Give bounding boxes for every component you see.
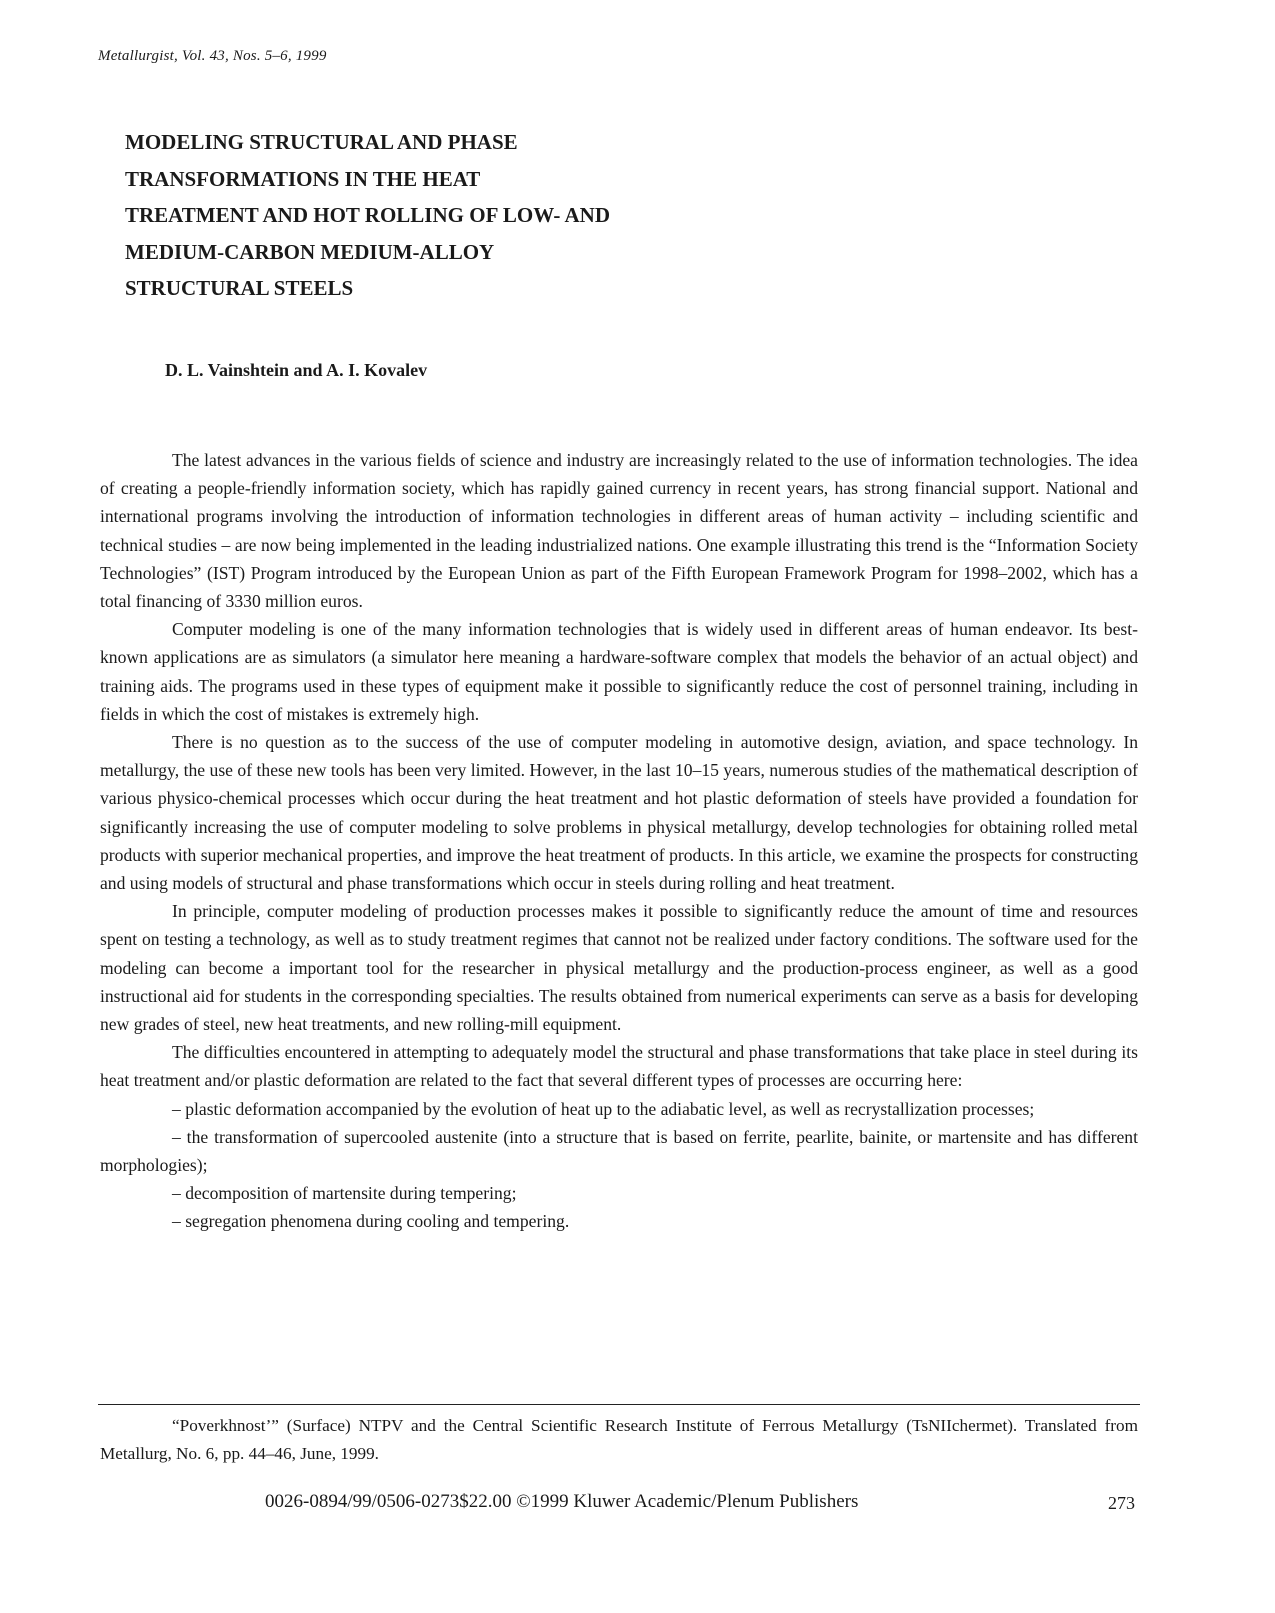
title-line: TREATMENT AND HOT ROLLING OF LOW- AND	[125, 203, 611, 227]
body-paragraph: The latest advances in the various fields of science and industry are increasingly related to the use of information technologies. The idea of creating a people-friendly information society, which has rapidly gained currency in recent years, has strong financial support. National and international programs involving the introduction of information technologies in different areas of human activity – including scientific and technical studies – are now being implemented in the leading industrialized nations. One example illustrating this trend is the “Information Society Technologies” (IST) Program introduced by the European Union as part of the Fifth European Framework Program for 1998–2002, which has a total financing of 3330 million euros.	[100, 450, 1138, 612]
page-number: 273	[1108, 1493, 1135, 1513]
footnote-text: “Poverkhnost’” (Surface) NTPV and the Central Scientific Research Institute of Ferrous Metallurgy (TsNIIchermet). Translated from Metallurg, No. 6, pp. 44–46, June, 1999.	[100, 1416, 1138, 1463]
list-item: – plastic deformation accompanied by the evolution of heat up to the adiabatic level, as well as recrystallization processes;	[172, 1098, 1035, 1119]
journal-header: Metallurgist, Vol. 43, Nos. 5–6, 1999	[98, 48, 327, 64]
title-line: TRANSFORMATIONS IN THE HEAT	[125, 166, 481, 191]
footnote	[100, 1412, 1138, 1468]
title-line: MEDIUM-CARBON MEDIUM-ALLOY	[125, 239, 495, 264]
article-body	[100, 446, 1138, 1236]
list-item: – segregation phenomena during cooling and tempering.	[172, 1211, 570, 1232]
title-line: MODELING STRUCTURAL AND PHASE	[125, 130, 518, 154]
body-paragraph: There is no question as to the success of the use of computer modeling in automotive design, aviation, and space technology. In metallurgy, the use of these new tools has been very limited. However, in the last 10–15 years, numerous studies of the mathematical description of various physico-chemical processes which occur during the heat treatment and hot plastic deformation of steels have provided a foundation for significantly increasing the use of computer modeling to solve problems in physical metallurgy, develop technologies for obtaining rolled metal products with superior mechanical properties, and improve the heat treatment of products. In this article, we examine the prospects for constructing and using models of structural and phase transformations which occur in steels during rolling and heat treatment.	[100, 732, 1138, 894]
issn-line: 0026-0894/99/0506-0273$22.00 ©1999 Kluwer Academic/Plenum Publishers	[265, 1491, 859, 1512]
footnote-divider	[98, 1404, 1140, 1405]
body-paragraph: Computer modeling is one of the many information technologies that is widely used in different areas of human endeavor. Its best-known applications are as simulators (a simulator here meaning a hardware-software complex that models the behavior of an actual object) and training aids. The programs used in these types of equipment make it possible to significantly reduce the cost of personnel training, including in fields in which the cost of mistakes is extremely high.	[100, 619, 1138, 724]
body-paragraph: In principle, computer modeling of production processes makes it possible to significantly reduce the amount of time and resources spent on testing a technology, as well as to study treatment regimes that cannot not be realized under factory conditions. The software used for the modeling can become a important tool for the researcher in physical metallurgy and the production-process engineer, as well as a good instructional aid for students in the corresponding specialties. The results obtained from numerical experiments can serve as a basis for developing new grades of steel, new heat treatments, and new rolling-mill equipment.	[100, 901, 1138, 1035]
list-item: – decomposition of martensite during tempering;	[172, 1183, 517, 1204]
body-paragraph: The difficulties encountered in attempting to adequately model the structural and phase transformations that take place in steel during its heat treatment and/or plastic deformation are related to the fact that several different types of processes are occurring here:	[100, 1042, 1138, 1091]
title-line: STRUCTURAL STEELS	[125, 276, 354, 300]
list-item: – the transformation of supercooled austenite (into a structure that is based on ferrite, pearlite, bainite, or martensite and has different morphologies);	[100, 1126, 1138, 1176]
authors: D. L. Vainshtein and A. I. Kovalev	[165, 360, 428, 380]
article-title	[125, 124, 685, 307]
